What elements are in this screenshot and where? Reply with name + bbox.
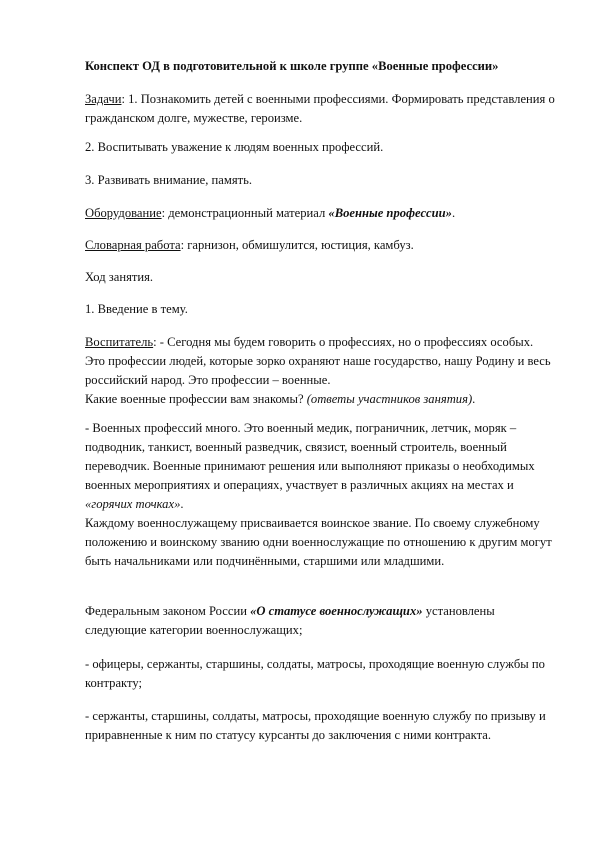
professions-end: . [180, 497, 184, 511]
law-text-2: установлены следующие категории военнослужащих; [85, 604, 495, 637]
vocab-label: Словарная работа [85, 238, 181, 252]
professions-text: - Военных профессий много. Это военный медик, пограничник, летчик, моряк – подводник, танкист, военный разведчик, связист, военный строитель, военный переводчик. Военные принимают решения или выполняют приказы о необходимых военных мероприятиях и операциях, участвует в различных акциях на местах и [85, 421, 535, 492]
tasks-item-3: 3. Развивать внимание, память. [85, 173, 253, 187]
ranks-text: Каждому военнослужащему присваивается воинское звание. По своему служебному положению и воинскому званию одни военнослужащие по отношению к другим могут быть начальниками или подчинёнными, старшими или младшими. [85, 516, 552, 568]
equipment-emphasis: «Военные профессии» [328, 206, 452, 220]
vocab-text: : гарнизон, обмишулится, юстиция, камбуз. [180, 238, 414, 252]
list-item: - офицеры, сержанты, старшины, солдаты, матросы, проходящие военную службы по контракту; [85, 657, 545, 690]
teacher-paragraph [85, 333, 555, 409]
hot-spots-emphasis: «горячих точках» [85, 497, 181, 511]
tasks-item-1: : 1. Познакомить детей с военными профессиями. Формировать представления о гражданском долге, мужестве, героизме. [85, 92, 555, 125]
teacher-end: . [472, 392, 476, 406]
equipment-paragraph [85, 204, 555, 223]
law-text: Федеральным законом России [85, 604, 251, 618]
equipment-label: Оборудование [85, 206, 162, 220]
course-heading: Ход занятия. [85, 270, 154, 284]
vocab-paragraph [85, 236, 555, 255]
intro-heading: 1. Введение в тему. [85, 302, 188, 316]
teacher-text: : - Сегодня мы будем говорить о профессиях, но о профессиях особых. Это профессии людей, которые зорко охраняют наше государство, нашу Родину и весь российский народ. Это профессии – военные. [85, 335, 551, 387]
tasks-paragraph [85, 90, 555, 128]
law-emphasis: «О статусе военнослужащих» [250, 604, 423, 618]
equipment-end: . [451, 206, 456, 220]
law-paragraph [85, 602, 555, 640]
document-title: Конспект ОД в подготовительной к школе группе «Военные профессии» [85, 59, 499, 73]
tasks-label: Задачи [85, 92, 122, 106]
teacher-answers: (ответы участников занятия) [306, 392, 473, 406]
professions-paragraph [85, 419, 555, 571]
list-item: - сержанты, старшины, солдаты, матросы, проходящие военную службу по призыву и приравненные к ним по статусу курсанты до заключения с ними контракта. [85, 709, 546, 742]
tasks-item-2: 2. Воспитывать уважение к людям военных профессий. [85, 140, 384, 154]
teacher-question: Какие военные профессии вам знакомы? [85, 392, 307, 406]
equipment-text: : демонстрационный материал [161, 206, 329, 220]
teacher-label: Воспитатель [85, 335, 154, 349]
